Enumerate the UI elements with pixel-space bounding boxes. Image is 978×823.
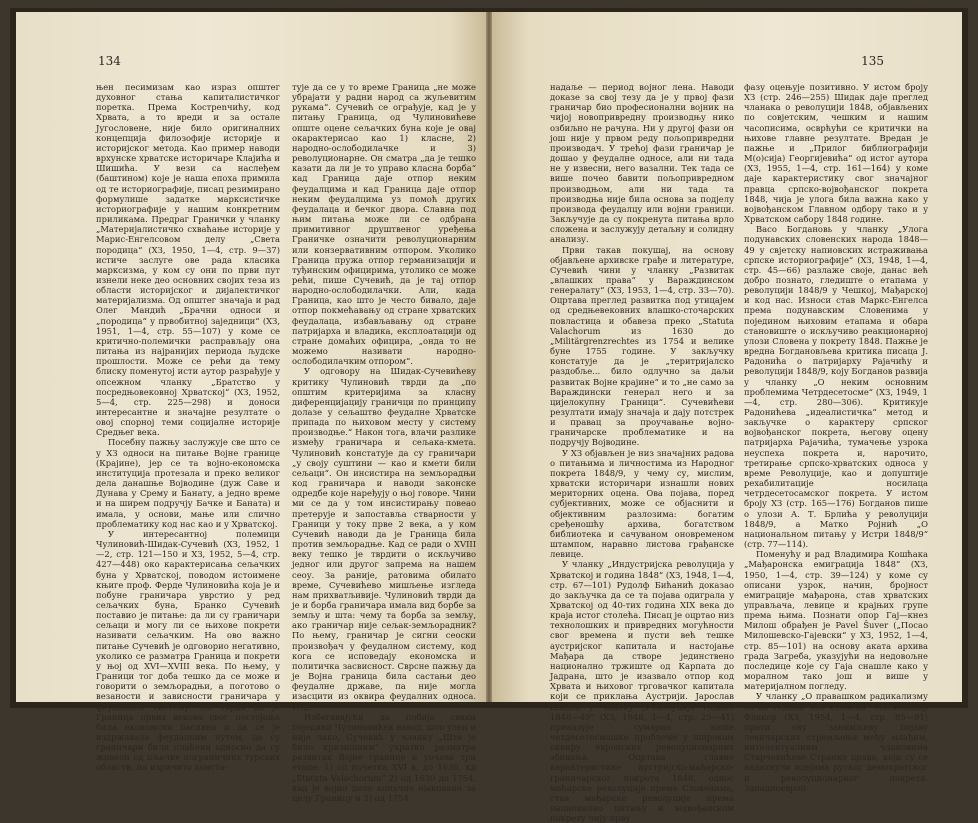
page-number-left: 134	[98, 54, 121, 68]
paragraph: Посебну пажњу заслужује све што се у ХЗ односи на питање Војне границе (Крајине), јер се та војно-економска институција протезала и преко великог дела данашње Војводине (дуж Саве и Дунава у Срему и Банату, а једно време и на ширем подручју Бачке и Баната) и имала, у основи, мање или слично проблематику код нас као и у Хрватској.	[96, 437, 280, 529]
left-column-1	[96, 82, 280, 773]
paragraph: У интересантној полемици Чулиновић-Шидак-Сучевић (ХЗ, 1952, 1—2, стр. 121—150 и ХЗ, 1952, 5—4, стр. 427—448) око карактерисања сељачких буна у Хрватској, поводом истоимене књиге проф. Ферде Чулиновића која је и побуне граничара уврстио у ред сељачких буна, Бранко Сучевић поставио је питање: да ли су граничари сељаци и могу ли се њихове покрети називати сељачким. На ово важно питање Сучевић је одговорио негативно, уколико се разматра Граница и покрети у њој од XVI—XVIII века. По њему, у Граници тог доба тешко да се може и говорити о земљорадњи, а поготово о везаности и зависности граничара у феудалном систему. Он тврди да је Граница првих векова свог постојања била економски пасивна и да се је издржавала феудалним путем, да су граничари били плаћени односно да су живели од пљачке пограничних турских области, па изричито конста-	[96, 528, 280, 773]
right-column-2	[744, 82, 928, 793]
paragraph: фазу оцењује позитивно. У истом броју ХЗ (стр. 246—255) Шидак даје преглед чланака о револуцији 1848, објављених по совјетским, чешким и нашим часописима, осврћући се критички на њихове главне резултате. Вредан је пажње и „Прилог библиографији М(о)сија) Георгијевића“ од истог аутора (ХЗ, 1955, 1—4, стр. 161—164) у коме даје карактеристику свог значајног правца српско-војвођанског покрета 1848, чија је улога била важна како у војвођанском Главном одбору тако и у Хрватском сабору 1848 године.	[744, 82, 928, 225]
right-page	[492, 12, 962, 823]
paragraph: У одговору на Шидак-Сучевићеву критику Чулиновић тврди да „по општим критеријима за класну диференцијацију граничци по принципу долазе у сељаштво феудалне Хрватске припада по њиховом месту у систему производње.“ Након тога, влачи разлике између граничара и сељака-кмета. Чулиновић констатује да су граничари „у своју суштини — као и кмети били сељаци“. Он инсистира на земљорадњи код граничара и наводи законске одредбе које наређују о њој говоре. Чини ми се да у том инсистирању повеао претерује и запоставља стварности у Граници у току прве 2 века, а у ком Сучевић наводи да је Граница била против земљорадње. Кад се ради о XVIII веку тешко је тврдити о искључиво једног или другог запрема на нашем сеоу. За раније, ратовима обилато време, Сучевићево мишљење изгледа нам прихватљивије. Чулиновић тврди да је и борба граничара имала вид борбе за земљу и шта: чему та борба за земљу, ако граничар није сељак-земљорадник? По њему, граничар је сигни сеоски произвођач у феудалном систему, код кога се исповедају економска и политичка засвисност. Сврсне пажњу да је Војна граница била састањи део феудалне државе, па није могла изасцити из оквира феудалних односа. Итд.	[292, 366, 476, 712]
paragraph: У чланку „Индустријска револуција у Хрватској и година 1848“ (ХЗ, 1948, 1—4, стр. 67—101) Рудолф Бићанић доказао до закључка да се та појава одиграла у Хрватској од 40-тих година XIX века до краја истог столећа. Писац је оцртао низ технолошких и привредних могућности свог времена и пусти већ тешке аустријског капитала и настојање Мађара да створе јединствено национално тржиште од Карпата до Јадрана, што је изазвало отпор код Хрвата и њиховог трговачког капитала који се приклања Аустрији. Јарослав Шидак у чланку „Револуција године 1848—49“ (ХЗ, 1948, 1—4, стр. 25—41) приказује сумарно наше четдесетосмашке проблеме у широком оквиру европских револуционарних збивања. Оцртава главне карактеристике аустријско-мађарско-граничарског покрета 1848, однос мађарске револуције према Словенима, став мађарске револуције према национално питању и војвођанском покрету чију прву	[550, 559, 734, 823]
left-column-2	[292, 82, 476, 803]
right-column-1	[550, 82, 734, 823]
page-number-right: 135	[861, 54, 884, 68]
book-spread	[10, 8, 968, 823]
paragraph: Први такав покушај, на основу објављене архивске грађе и литературе, Сучевић чини у чланку „Развитак „влашких права“ у Вараждинском генералату“ (ХЗ, 1953, 1—4, стр. 33—70). Оцртава преглед развитка под утицајем од средњевековних влашко-сточарских повластица и обавеза преко „Statuta Valachorum из 1630 до „Militärgrenzrechtes из 1754 и велике буне 1755 године. У закључку констатује да је „теритријалско раздобље... било одлучно за даљи развитак Војне крајине“ и то „не само за Вараждински генерал него и за цијелокупну Граници“. Сучевићеви резултати имају значаја и дају потстрек и правац за проучавање војно-граничарске проблематике и на подручју Војводине.	[550, 244, 734, 448]
paragraph: У ХЗ објављен је низ значајних радова о питањима и личностима из Народног покрета 1848/9, у чему су, мислим, хрватски историчари изнашли нових мериторних оцена. Ова појава, поред субјективних, може се објаснити и објективним разлозима: богатим сређеношћу архива, богатством библиотека и сачуваном оновременом штампом, наравно листова грађанске левице.	[550, 447, 734, 560]
paragraph: њен песимизам као израз општег духовног стања капиталистичког поретка. Према Кострenчићу, код Хрвата, а то вреди и за остале Југословене, није било оригиналних концепција филозофије историје и историјског метода. Као пример наводи врхунске хрватске историчаре Клајића и Шишића. У вези са наслеђем (баштином) које је наша епоха примила од те историографије, писац резимирано формулише задатке марксистичке историографије у нашим конкретним приликама. Предраг Гранички у чланку „Материјалистичко схваћање историје у Марис-Енгелсовом делу „Света породица“ (ХЗ, 1950, 1—4, стр. 9—37) истиче заслуге ове рада класика марксизма, у ком су они по први пут изнели неке део основних својих теза из области историјског и дијалектичког материјализма. Од општег значаја и рад Олег Мандић „Брачни односи и „породица“ у првобитној заједници“ (ХЗ, 1951, 1—4, стр. 55—107) у коме се критично-полемички расправљају она питања из најранијих периода људске прошлости. Може се рећи да тему блиску поменутој исти аутор разрађује у опсежном чланку „Братство у посредњовековној Хрватској“ (ХЗ, 1952, 5—4, стр. 225—298) и доноси интересантне и значајне резултате о овој спорној теми социјалне историје Средњег века.	[96, 82, 280, 438]
paragraph: тује да се у то време Граница „не може убрајати у радни народ са жуљевитим рукама“. Сучевић се ограђује, кад је у питању Граница, од Чулиновићеве опште оцене сељачких буна које је овај окарактерисао као 1) класне, 2) народно-ослободилачке и 3) револуционарне. Он сматра „да је тешко казати да ли је то управо класна борба“ кад Граница даје отпор неким феудалцима и кад Граница даје отпор неким феудалцима уз помоћ других феудалаца и бечког двора. Славна под њим питања може ли се одбрана примитивног друштвеног уређења Граничке означити револуционарним или конзервативним отпором. Уколико Граница пружа отпор германизацији и туђинским официрима, утолико се може рећи, пише Сучевић, да је тај отпор народно-ослободилачки. Али, када Граница, као што је често бивало, даје отпор покмећавању од стране хрватских феудалаца, избављавању од стране патријарха и владика, експлоатацији од стране домаћих официра, „онда то не можемо називати народно-ослободилачким отпором“.	[292, 82, 476, 367]
paragraph: Поменућу и рад Владимира Кошћака „Мађаронска емиграција 1848“ (ХЗ, 1950, 1—4, стр. 39—124) у коме су описани узрок, начин, бројност емиграције мађарона, став хрватских управљача, левице и крајњих групе према њима. Познати опор Гај—кнез Милош обрађен је Pavel Šuver („Посао Милошевско-Гајевски“ у ХЗ, 1952, 1—4, стр. 85—101) на основу аката архива града Загреба, указујући на недовољне последице које су Гаја снашле како у моралном тако још и више у материјалном погледу.	[744, 549, 928, 692]
left-page	[16, 12, 486, 803]
paragraph: Избегавајући да побија сваки поједини Чулиновићев навод, што улен и није лако, Сучевић у чланку „Шта је било кризишним“ укратко разматра развитак Војне границе и уочава три етапе: 1) од почетка XVI в. до 1630, кд „Statuta Valachorum“ 2) од 1630 до 1754, кад је војно дело коначно ојаковано за целу Границу и 3) од 1754	[292, 711, 476, 803]
paragraph: надаље — период војног лена. Наводи доказе за свој тезу да је у првој фази граничар био професионални војник на чијој новопривредну производњу нико озбиљно не рачуна. Ни у другој фази он још није у првом реду пољопривредни производач. У трећој фази граничар је дошао у феудалне односе, али ни тада не у извесни, него вазални. Тек тада се више почео бавити пољопривредном производњом, али ни тада та производња није била основа за подјелу производа феудалцу или војни граници. Закључује да су покренута питања врло сложена и заслужују детаљну и солидну анализу.	[550, 82, 734, 245]
paragraph: У чланку „О правашком радикализму 60-их година XIX столећа“ Александар Флакер (ХЗ, 1954, 1—4, стр. 85—91) прати ову занимљиву појаву левичарских стремљења међу млађим, интелектуалним члановима Старчевићеве Странке права, који су се надахнули идејама руског демократског и револуционарног покрета. Западноевроп-	[744, 691, 928, 793]
paragraph: Васо Богдановь у чланку „Улога подунавских словенских народа 1848—49 у свјетску напиовских истраживања српске историографије“ (ХЗ, 1948, 1—4, стр. 45—66) разлаже своје, данас већ добро познато, гледиште о етапама у револуцији 1848/9 у Чешкој, Мађарској и код нас. Износи став Маркс-Енгелса према подунавским Словенима у поједином њиховим етапама и обара становиште о искључиво реакционарној улози Словена у покрету 1848. Пажње је вредна Богдановљева критика писаца Ј. Радонића о патријарху Рајачићу и револуцији 1848/9, коју Богданов развија у чланку „О неким основним проблемима Четрдесетосме“ (ХЗ, 1949, 1—4, стр. 280—306). Критикује Радонићева „идеалистичка“ метод и закључке о карактеру српског војвођанског покрета, његову оцену патријарха Рајачића, тумачење узрока неуспеха покрета и, нарочито, третирање српско-хрватских односа у време Револуције, као и допуштије рехабилитације носилаца четрдесетосамског покрета. У истом броју ХЗ (стр. 165—176) Богданов пише о улози А. Т. Брлића у револуцији 1848/9, а Матко Ројнић „О национальном питању у Истри 1848/9“ (стр. 77—114).	[744, 224, 928, 550]
